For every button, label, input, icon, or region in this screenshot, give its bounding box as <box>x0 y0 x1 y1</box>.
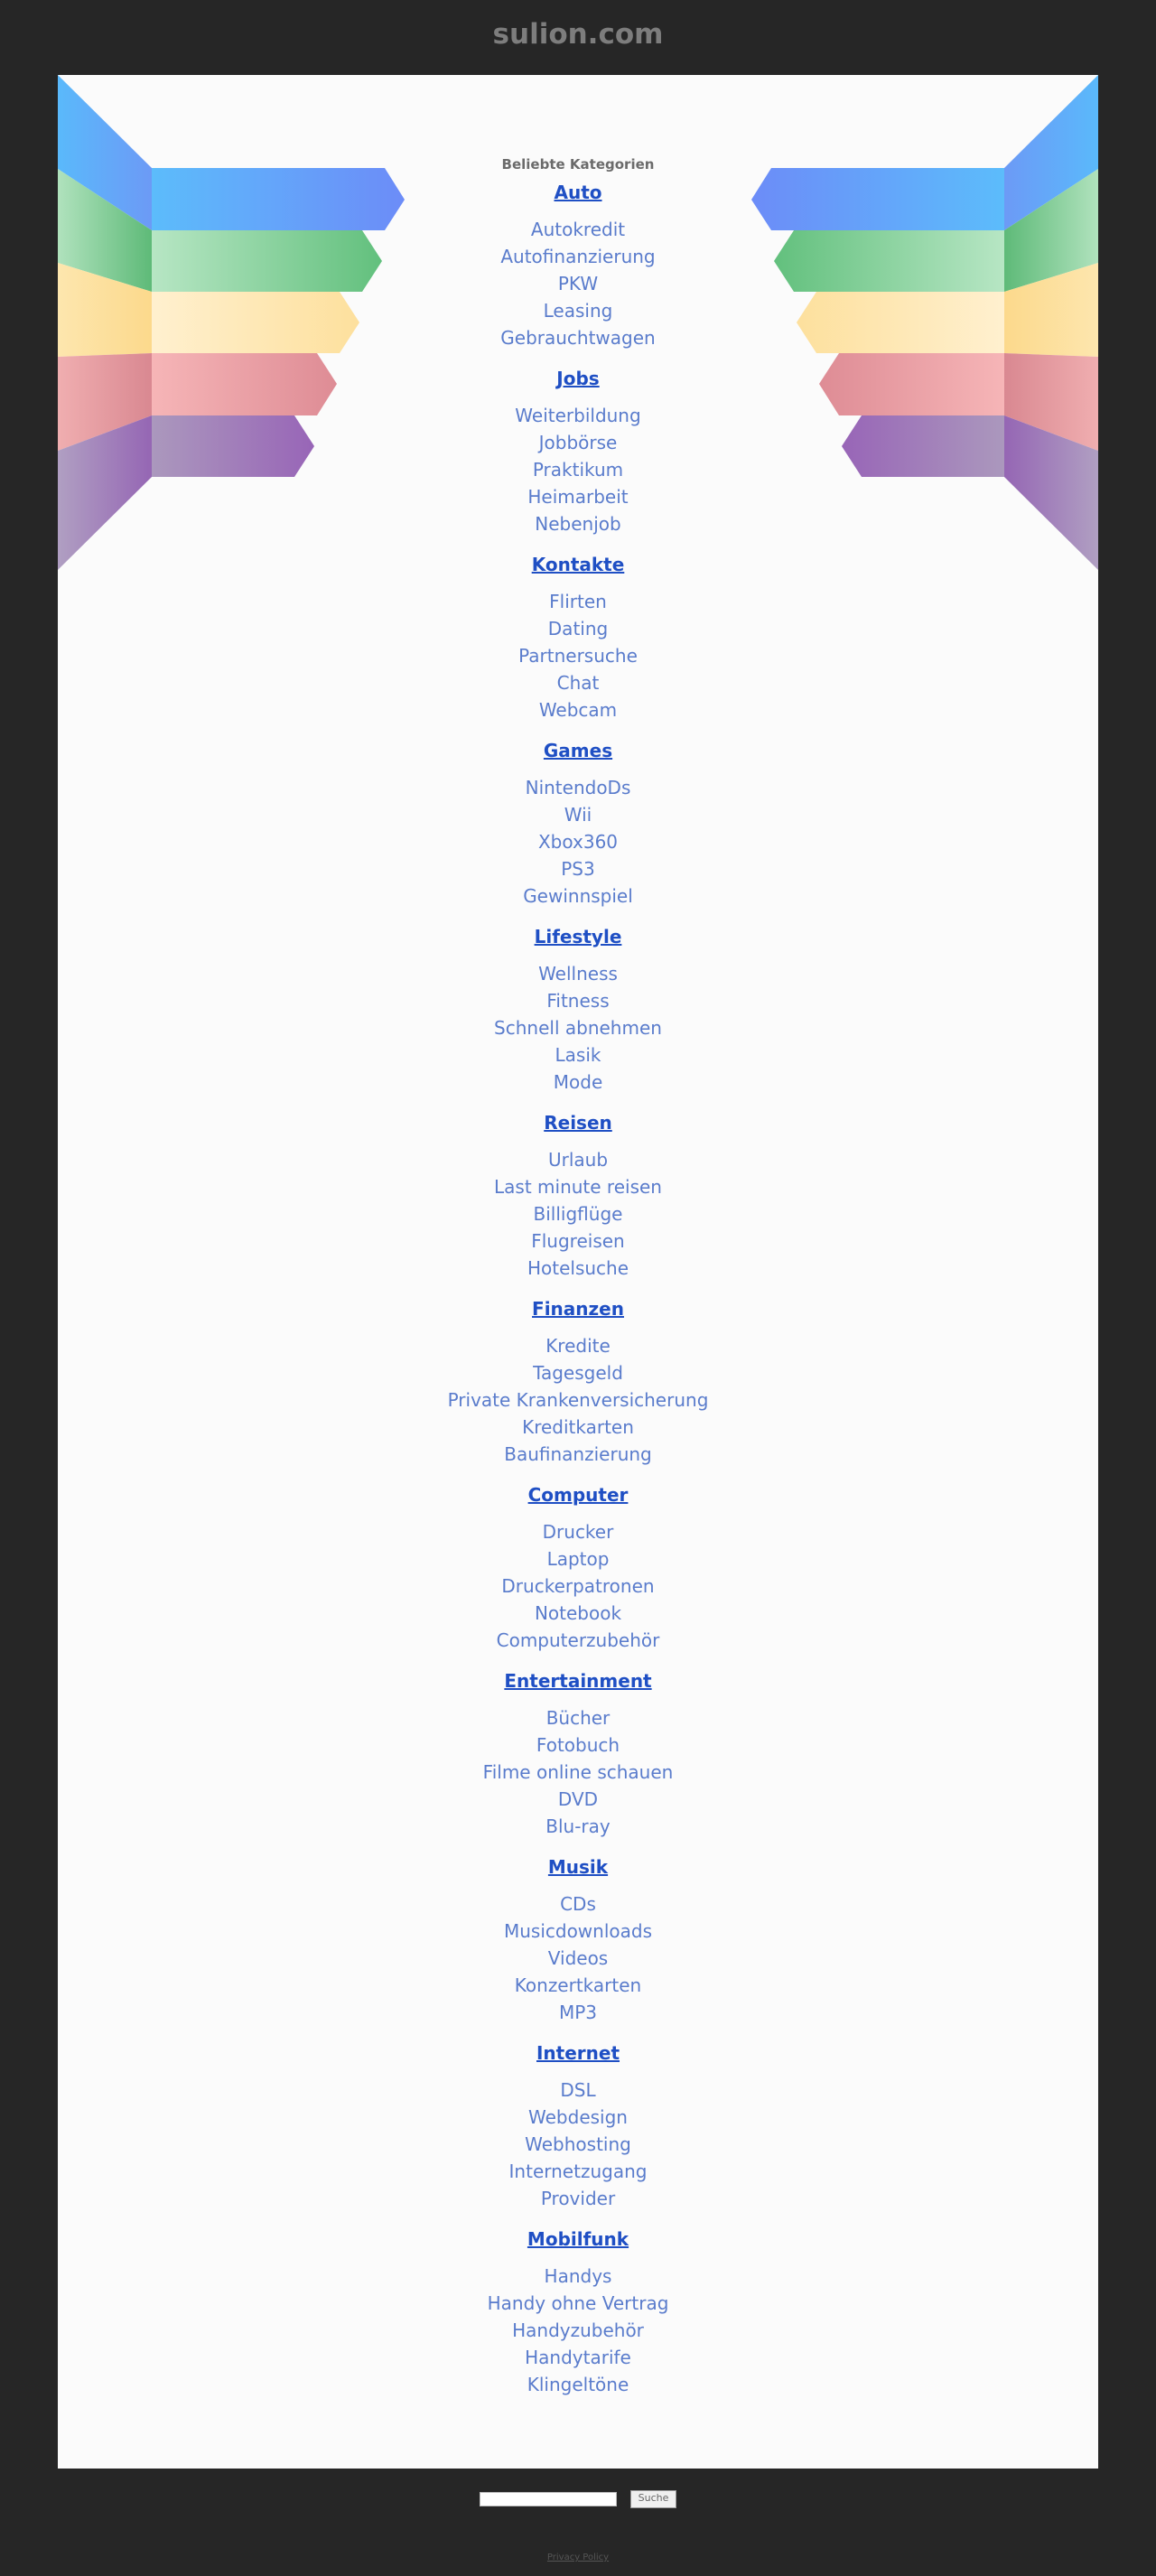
category-item-link[interactable]: PKW <box>557 273 599 294</box>
search-button[interactable]: Suche <box>630 2490 677 2508</box>
category-item-link[interactable]: Notebook <box>534 1602 622 1624</box>
category-items <box>58 1518 1098 1654</box>
category-items <box>58 2263 1098 2398</box>
category-item-link[interactable]: Provider <box>540 2188 616 2209</box>
category-item-link[interactable]: Chat <box>556 672 600 694</box>
category-item-link[interactable]: Computerzubehör <box>496 1629 660 1651</box>
category-item-link[interactable]: Baufinanzierung <box>504 1443 652 1465</box>
category-item-link[interactable]: Praktikum <box>532 459 624 481</box>
category-block <box>58 1477 1098 1654</box>
category-item-link[interactable]: Konzertkarten <box>514 1974 642 1996</box>
category-item-link[interactable]: DSL <box>560 2079 596 2101</box>
category-block <box>58 919 1098 1096</box>
category-title-link[interactable]: Mobilfunk <box>527 2228 629 2250</box>
category-items <box>58 1890 1098 2026</box>
category-item-link[interactable]: Handys <box>544 2265 612 2287</box>
category-title-link[interactable]: Computer <box>527 1484 629 1506</box>
category-item-link[interactable]: MP3 <box>558 2002 598 2023</box>
category-block <box>58 2221 1098 2398</box>
category-item-link[interactable]: Webcam <box>538 699 618 721</box>
category-items <box>58 588 1098 723</box>
category-item-link[interactable]: Webhosting <box>525 2133 631 2155</box>
category-block <box>58 1849 1098 2026</box>
content-panel <box>58 75 1098 2469</box>
category-title-link[interactable]: Lifestyle <box>534 926 622 947</box>
category-item-link[interactable]: Drucker <box>542 1521 614 1543</box>
category-items <box>58 402 1098 537</box>
categories-heading: Beliebte Kategorien <box>501 156 655 173</box>
category-item-link[interactable]: Heimarbeit <box>527 486 629 508</box>
category-title-link[interactable]: Kontakte <box>531 554 625 575</box>
search-bar <box>0 2489 1156 2507</box>
category-item-link[interactable]: Kredite <box>545 1335 611 1357</box>
category-item-link[interactable]: Klingeltöne <box>527 2374 629 2395</box>
category-item-link[interactable]: Dating <box>547 618 609 639</box>
category-item-link[interactable]: Last minute reisen <box>494 1176 662 1198</box>
category-item-link[interactable]: Handyzubehör <box>512 2319 644 2341</box>
category-item-link[interactable]: Weiterbildung <box>515 405 641 426</box>
category-item-link[interactable]: Bücher <box>545 1707 611 1729</box>
category-item-link[interactable]: Handy ohne Vertrag <box>487 2292 669 2314</box>
category-item-link[interactable]: Mode <box>553 1071 603 1093</box>
category-item-link[interactable]: Schnell abnehmen <box>494 1017 662 1039</box>
category-item-link[interactable]: NintendoDs <box>525 777 631 798</box>
category-items <box>58 1332 1098 1468</box>
category-item-link[interactable]: Lasik <box>555 1044 601 1066</box>
category-title-link[interactable]: Finanzen <box>532 1298 624 1320</box>
category-item-link[interactable]: Gewinnspiel <box>523 885 633 907</box>
category-title-link[interactable]: Reisen <box>544 1112 612 1134</box>
category-item-link[interactable]: Kreditkarten <box>522 1416 634 1438</box>
category-item-link[interactable]: Gebrauchtwagen <box>500 327 656 349</box>
category-item-link[interactable]: Laptop <box>546 1548 610 1570</box>
category-item-link[interactable]: Nebenjob <box>535 513 621 535</box>
category-item-link[interactable]: Wellness <box>538 963 618 985</box>
category-item-link[interactable]: Fitness <box>546 990 610 1012</box>
category-item-link[interactable]: Autofinanzierung <box>500 246 656 267</box>
category-item-link[interactable]: Tagesgeld <box>533 1362 623 1384</box>
category-block <box>58 1105 1098 1282</box>
category-item-link[interactable]: Partnersuche <box>518 645 638 667</box>
category-item-link[interactable]: PS3 <box>561 858 595 880</box>
category-items <box>58 1146 1098 1282</box>
category-block <box>58 733 1098 910</box>
category-block <box>58 360 1098 537</box>
category-item-link[interactable]: Webdesign <box>528 2106 628 2128</box>
site-title: sulion.com <box>492 18 664 51</box>
search-input[interactable] <box>480 2492 617 2506</box>
category-item-link[interactable]: Private Krankenversicherung <box>447 1389 709 1411</box>
category-item-link[interactable]: Jobbörse <box>538 432 618 453</box>
category-block <box>58 1291 1098 1468</box>
category-title-link[interactable]: Musik <box>547 1856 609 1878</box>
category-block <box>58 1663 1098 1840</box>
category-title-link[interactable]: Games <box>543 740 613 761</box>
category-item-link[interactable]: Leasing <box>543 300 613 322</box>
privacy-policy-link[interactable]: Privacy Policy <box>546 2553 610 2562</box>
category-item-link[interactable]: Flugreisen <box>531 1230 625 1252</box>
category-item-link[interactable]: Billigflüge <box>533 1203 623 1225</box>
category-item-link[interactable]: Handytarife <box>525 2347 631 2368</box>
category-item-link[interactable]: Autokredit <box>530 219 626 240</box>
category-items <box>58 216 1098 351</box>
category-items <box>58 1704 1098 1840</box>
category-item-link[interactable]: Blu-ray <box>545 1815 611 1837</box>
category-item-link[interactable]: Urlaub <box>547 1149 609 1171</box>
category-item-link[interactable]: Xbox360 <box>537 831 619 853</box>
category-items <box>58 960 1098 1096</box>
category-items <box>58 774 1098 910</box>
category-item-link[interactable]: Hotelsuche <box>527 1257 629 1279</box>
category-item-link[interactable]: Internetzugang <box>508 2161 648 2182</box>
category-block <box>58 546 1098 723</box>
category-items <box>58 2077 1098 2212</box>
category-title-link[interactable]: Jobs <box>556 368 600 389</box>
category-item-link[interactable]: Flirten <box>549 591 607 612</box>
category-title-link[interactable]: Entertainment <box>504 1670 652 1692</box>
category-item-link[interactable]: CDs <box>560 1893 596 1915</box>
category-item-link[interactable]: Fotobuch <box>536 1734 620 1756</box>
category-item-link[interactable]: Druckerpatronen <box>501 1575 655 1597</box>
category-item-link[interactable]: Filme online schauen <box>482 1761 674 1783</box>
category-title-link[interactable]: Auto <box>554 182 602 203</box>
category-item-link[interactable]: Videos <box>547 1947 609 1969</box>
categories-list <box>58 154 1098 2398</box>
category-item-link[interactable]: DVD <box>557 1788 599 1810</box>
category-block <box>58 2035 1098 2212</box>
category-block <box>58 174 1098 351</box>
category-title-link[interactable]: Internet <box>536 2042 620 2064</box>
category-item-link[interactable]: Wii <box>564 804 592 826</box>
category-item-link[interactable]: Musicdownloads <box>503 1920 653 1942</box>
